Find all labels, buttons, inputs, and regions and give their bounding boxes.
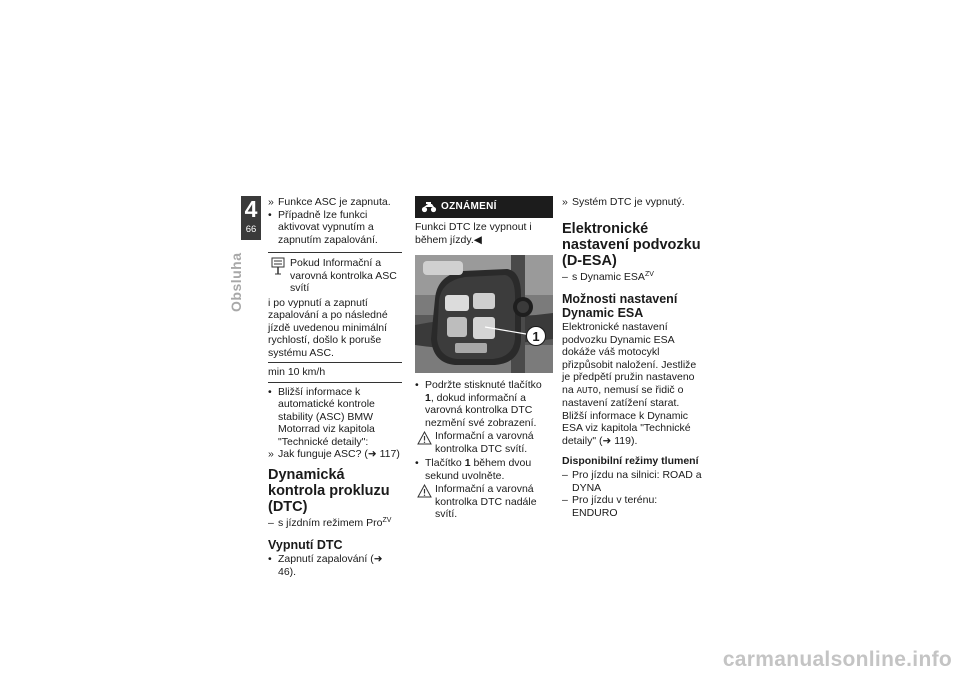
column-1: [268, 196, 402, 578]
page-number: 66: [245, 224, 257, 235]
photo-callout-1: 1: [532, 329, 540, 344]
warning-triangle-icon: [417, 484, 432, 498]
motorcycle-icon: [421, 201, 437, 213]
notice-bar: [415, 196, 553, 218]
handlebar-photo: [415, 255, 553, 373]
chapter-tab: [241, 196, 261, 240]
dash-item: – s Dynamic $ESA^{ZV}$: [562, 270, 654, 283]
warning-note: Informační a varovná kontrolka DTC nadále svítí.: [415, 483, 553, 521]
result-line: » Systém DTC je vypnutý.: [562, 196, 685, 208]
esa-reference: Bližší informace k Dynamic ESA viz kapitola "Technické detaily" (➜ 119).: [562, 409, 691, 447]
handlebar-switch-image: [415, 255, 553, 373]
chapter-number: 4: [244, 196, 258, 222]
watermark: carmanualsonline.info: [722, 648, 952, 671]
bullet-item: • Zapnutí zapalování (➜ 46).: [268, 553, 383, 578]
info-box-body: i po vypnutí a zapnutí zapalování a po následné jízdě uvedenou minimální rychlostí, došlo k poruše systému ASC.: [268, 296, 388, 359]
info-box-value: min 10 km/h: [268, 362, 402, 382]
heading-esa: Elektronické nastavení podvozku (D-ESA): [562, 220, 701, 269]
dash-item: – Pro jízdu na silnici: ROAD a DYNA: [562, 469, 702, 494]
heading-dtc: Dynamická kontrola prokluzu (DTC): [268, 466, 390, 515]
notice-label: OZNÁMENÍ: [441, 201, 497, 212]
info-box: [268, 252, 402, 383]
column-2: [415, 196, 553, 523]
result-line: » Funkce ASC je zapnuta.: [268, 196, 391, 208]
column-3: [562, 196, 702, 519]
dash-item: – Pro jízdu v terénu: ENDURO: [562, 494, 658, 519]
heading-rezimy: Disponibilní režimy tlumení: [562, 455, 699, 467]
bullet-item: • Bližší informace k automatické kontrole stability (ASC) BMW Motorrad viz kapitola "Technické detaily":: [268, 385, 375, 448]
section-label: Obsluha: [228, 252, 244, 312]
warning-triangle-icon: [417, 431, 432, 445]
bullet-item: • Tlačítko 1 během dvou sekund uvolněte.: [415, 457, 532, 482]
dash-item: – s jízdním režimem Pro$^{ZV}$: [268, 516, 392, 529]
heading-vypnuti-dtc: Vypnutí DTC: [268, 538, 343, 552]
info-box-header: Pokud Informační a varovná kontrolka ASC svítí: [290, 257, 397, 294]
bullet-item: • Podržte stisknuté tlačítko 1, dokud informační a varovná kontrolka DTC nezmění své zobrazení.: [415, 379, 542, 429]
notice-text: Funkci DTC lze vypnout i během jízdy.◀: [415, 221, 532, 246]
result-line: » Jak funguje ASC? (➜ 117): [268, 448, 400, 460]
esa-paragraph: Elektronické nastavení podvozku Dynamic ESA dokáže váš motocykl přizpůsobit naložení. Jestliže je předpětí pružin nastaveno na AUTO, nemusí se řidič o nastavení zatížení starat.: [562, 321, 697, 409]
bullet-item: • Případně lze funkci aktivovat vypnutím a zapnutím zapalování.: [268, 208, 378, 246]
warning-note: Informační a varovná kontrolka DTC svítí.: [415, 430, 553, 455]
warning-lamp-icon: [271, 257, 285, 275]
heading-moznosti: Možnosti nastavení Dynamic ESA: [562, 292, 678, 320]
